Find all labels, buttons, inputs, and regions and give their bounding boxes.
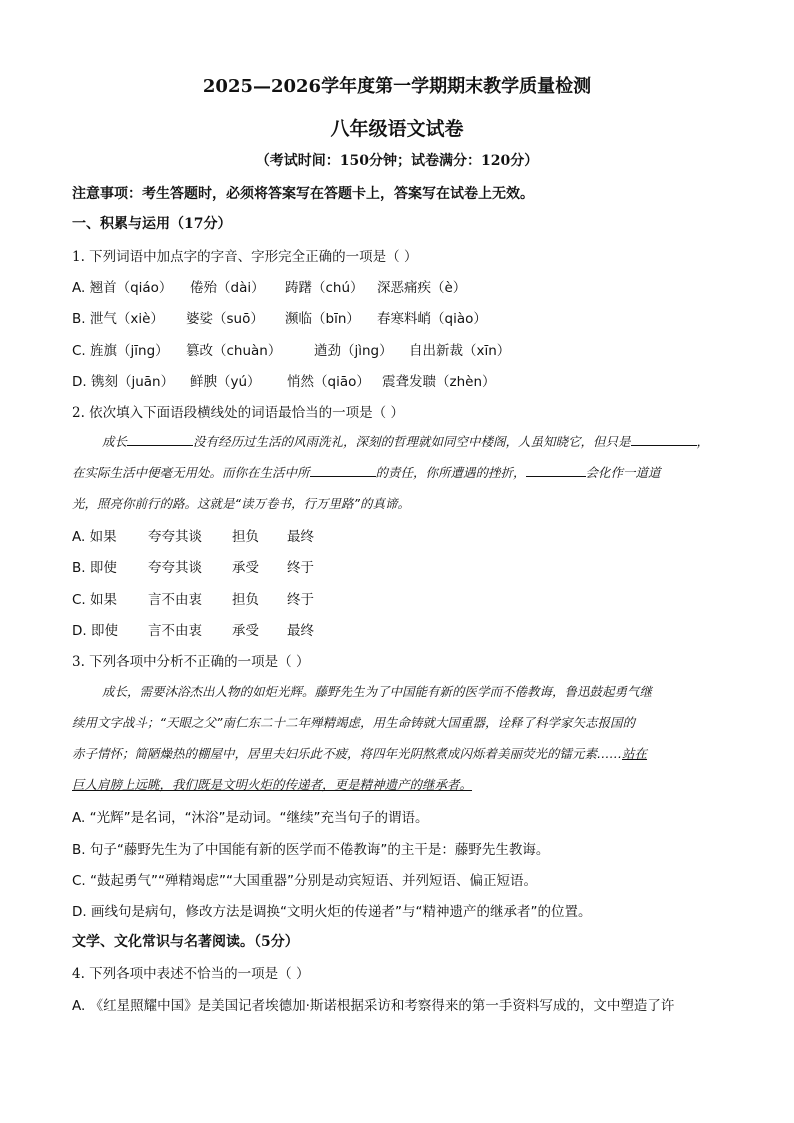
q2-blank-2	[631, 433, 697, 446]
q2-blank-1	[127, 433, 193, 446]
q1-b-item: 婆娑（suō）	[186, 311, 264, 327]
q2-c-item: 担负	[232, 592, 259, 608]
q2-stem: 2. 依次填入下面语段横线处的词语最恰当的一项是（ ）	[72, 405, 404, 421]
q1-option-c	[72, 339, 510, 359]
q2-passage-text: 在实际生活中便毫无用处。而你在生活中所	[72, 465, 310, 480]
q2-passage-text: 成长	[102, 434, 128, 449]
q2-b-item: B. 即使	[72, 560, 117, 576]
q2-passage-line	[72, 494, 410, 512]
q2-passage-text: 没有经历过生活的风雨洗礼，深刻的哲理就如同空中楼阁，人虽知晓它，但只是	[193, 434, 631, 449]
q2-passage-line	[102, 432, 709, 450]
q2-passage-text: 的责任，你所遭遇的挫折，	[375, 465, 526, 480]
q4-option-a: A. 《红星照耀中国》是美国记者埃德加·斯诺根据采访和考察得来的第一手资料写成的，文中塑造了许	[72, 998, 675, 1014]
q1-a-item: 踌躇（chú）	[285, 280, 364, 296]
q1-c-item: 遒劲（jìng）	[314, 343, 393, 359]
exam-title: 2025—2026学年度第一学期期末教学质量检测	[202, 76, 592, 97]
q2-option-a	[72, 525, 314, 545]
exam-info: （考试时间：150分钟；试卷满分：120分）	[255, 153, 539, 169]
q1-d-item: 悄然（qiāo）	[287, 374, 370, 390]
q2-a-item: A. 如果	[72, 529, 117, 545]
q2-option-d	[72, 619, 314, 639]
q2-c-item: 言不由衷	[148, 592, 202, 608]
q2-d-item: 最终	[287, 623, 314, 639]
q2-b-item: 夸夸其谈	[148, 560, 202, 576]
q1-d-item: 鲜腴（yú）	[190, 374, 261, 390]
q2-blank-4	[526, 464, 586, 477]
q1-a-item: A. 翘首（qiáo）	[72, 280, 173, 296]
q1-b-item: 濒临（bīn）	[285, 311, 360, 327]
q1-c-item: C. 旌旗（jīng）	[72, 343, 169, 359]
q2-c-item: 终于	[287, 592, 314, 608]
q2-passage-text: 光，照亮你前行的路。这就是“读万卷书，行万里路”的真谛。	[72, 496, 410, 511]
q1-a-item: 深恶痛疾（è）	[377, 280, 467, 296]
q3-stem: 3. 下列各项中分析不正确的一项是（ ）	[72, 654, 310, 670]
q1-b-item: B. 泄气（xiè）	[72, 311, 164, 327]
q1-option-a	[72, 276, 466, 296]
q2-d-item: 承受	[232, 623, 259, 639]
q1-c-item: 篡改（chuàn）	[186, 343, 282, 359]
q2-d-item: 言不由衷	[148, 623, 202, 639]
q2-option-c	[72, 588, 314, 608]
exam-subtitle: 八年级语文试卷	[330, 118, 464, 140]
q2-a-item: 夸夸其谈	[148, 529, 202, 545]
q1-d-item: 震聋发聩（zhèn）	[382, 374, 496, 390]
q1-option-d	[72, 370, 496, 390]
q3-passage-line	[72, 744, 647, 762]
q3-underlined-sentence: 巨人肩膀上远眺，我们既是文明火炬的传递者，更是精神遗产的继承者。	[72, 777, 473, 792]
q2-c-item: C. 如果	[72, 592, 118, 608]
q4-stem: 4. 下列各项中表述不恰当的一项是（ ）	[72, 966, 310, 982]
q1-d-item: D. 镌刻（juān）	[72, 374, 175, 390]
q3-passage-line: 成长，需要沐浴杰出人物的如炬光辉。藤野先生为了中国能有新的医学而不倦教诲，鲁迅鼓起勇气继	[102, 684, 653, 699]
section2-heading: 文学、文化常识与名著阅读。（5分）	[72, 934, 299, 950]
q2-option-b	[72, 556, 314, 576]
q3-passage-line: 续用文字战斗；“天眼之父”南仁东二十二年殚精竭虑，用生命铸就大国重器，诠释了科学家矢志报国的	[72, 715, 635, 730]
q2-passage-text: ，	[696, 434, 710, 449]
section1-heading: 一、积累与运用（17分）	[72, 216, 232, 232]
q3-passage-text: 赤子情怀；简陋燥热的棚屋中，居里夫妇乐此不疲，将四年光阴熬煮成闪烁着美丽荧光的镭元素……	[72, 746, 623, 761]
q2-passage-text: 会化作一道道	[585, 465, 661, 480]
q1-stem: 1. 下列词语中加点字的字音、字形完全正确的一项是（ ）	[72, 249, 418, 265]
q2-passage	[72, 432, 722, 517]
q3-option-d: D. 画线句是病句，修改方法是调换“文明火炬的传递者”与“精神遗产的继承者”的位置。	[72, 904, 592, 920]
q2-b-item: 终于	[287, 560, 314, 576]
q3-option-b: B. 句子“藤野先生为了中国能有新的医学而不倦教诲”的主干是：藤野先生教诲。	[72, 842, 550, 858]
q1-a-item: 倦殆（dài）	[190, 280, 265, 296]
q2-b-item: 承受	[232, 560, 259, 576]
q2-a-item: 最终	[287, 529, 314, 545]
q2-d-item: D. 即使	[72, 623, 118, 639]
q2-passage-line	[72, 463, 661, 481]
q3-underlined-sentence-start: 站在	[622, 746, 648, 761]
q3-passage	[72, 682, 722, 794]
q1-c-item: 自出新裁（xīn）	[409, 343, 511, 359]
q3-option-c: C. “鼓起勇气”“殚精竭虑”“大国重器”分别是动宾短语、并列短语、偏正短语。	[72, 873, 537, 889]
q1-option-b	[72, 307, 487, 327]
q1-b-item: 春寒料峭（qiào）	[377, 311, 487, 327]
q2-a-item: 担负	[232, 529, 259, 545]
q3-option-a: A. “光辉”是名词，“沐浴”是动词。“继续”充当句子的谓语。	[72, 810, 429, 826]
notice: 注意事项：考生答题时，必须将答案写在答题卡上，答案写在试卷上无效。	[72, 186, 534, 202]
q2-blank-3	[310, 464, 376, 477]
